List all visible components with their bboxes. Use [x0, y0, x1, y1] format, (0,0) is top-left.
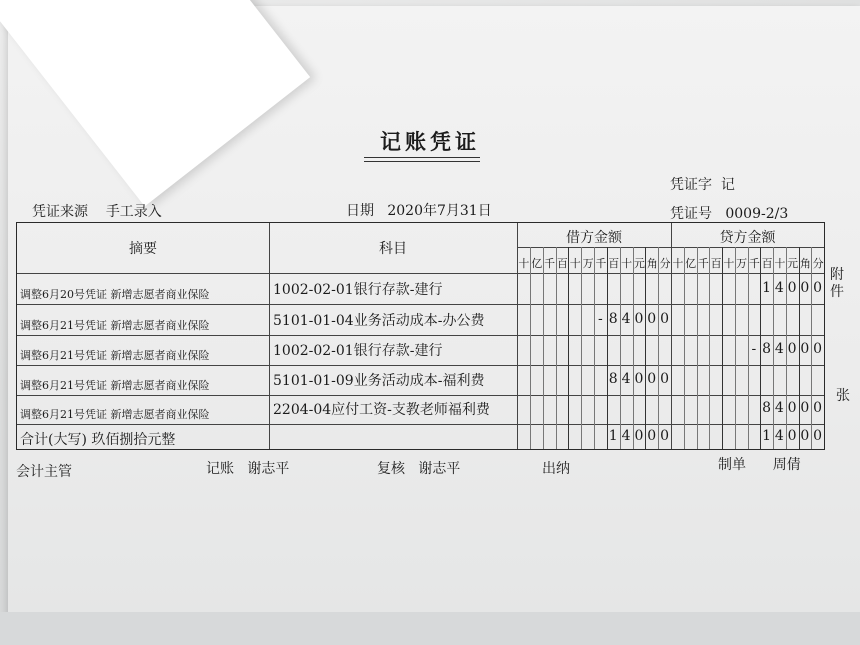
row-subject: 2204-04应付工资-支教老师福利费: [273, 402, 490, 418]
reviewer-name: 谢志平: [418, 461, 461, 477]
credit-amount-digit: 0: [813, 280, 823, 296]
credit-amount-digit: 4: [774, 280, 784, 296]
bookkeeper-name: 谢志平: [247, 461, 290, 477]
row-subject: 5101-01-09业务活动成本-福利费: [273, 373, 485, 389]
voucher-word: [670, 174, 735, 194]
voucher-source: [32, 201, 162, 221]
credit-digit-divider: [684, 247, 685, 449]
row-divider: [17, 424, 824, 425]
debit-digit-divider: [658, 247, 659, 449]
total-debit-digit: 1: [608, 428, 618, 444]
debit-amount-digit: 4: [621, 311, 631, 327]
row-summary: 调整6月21号凭证 新增志愿者商业保险: [20, 319, 210, 332]
voucher-date: [346, 200, 492, 220]
credit-amount-digit: 0: [813, 341, 823, 357]
total-credit-digit: 0: [800, 428, 810, 444]
credit-amount-digit: 0: [787, 280, 797, 296]
credit-amount-digit: 8: [762, 400, 772, 416]
credit-digit-header: 亿: [685, 257, 697, 270]
credit-digit-header: 十: [672, 257, 684, 270]
voucher-number: [670, 203, 788, 223]
row-summary: 调整6月20号凭证 新增志愿者商业保险: [20, 288, 210, 301]
header-credit: 贷方金额: [719, 230, 776, 246]
debit-digit-divider: [581, 247, 582, 449]
date-value: 2020年7月31日: [387, 203, 492, 219]
credit-amount-digit: 4: [774, 400, 784, 416]
credit-digit-divider: [735, 247, 736, 449]
debit-digit-divider: [594, 247, 595, 449]
debit-digit-header: 角: [646, 257, 658, 270]
header-subject: 科目: [379, 241, 407, 257]
credit-amount-digit: 1: [762, 280, 772, 296]
total-debit-digit: 0: [634, 428, 644, 444]
total-credit-digit: 0: [787, 428, 797, 444]
debit-digit-divider: [645, 247, 646, 449]
chief-accountant: 会计主管: [16, 464, 72, 480]
credit-amount-digit: 0: [800, 280, 810, 296]
row-subject: 1002-02-01银行存款-建行: [273, 282, 443, 298]
row-summary: 调整6月21号凭证 新增志愿者商业保险: [20, 408, 210, 421]
total-credit-digit: 0: [813, 428, 823, 444]
voucher-word-value: 记: [720, 177, 735, 193]
credit-digit-header: 十: [774, 257, 786, 270]
total-credit-digit: 1: [762, 428, 772, 444]
debit-digit-header: 十: [621, 257, 633, 270]
debit-digit-header: 分: [659, 257, 671, 270]
voucher-word-label: 凭证字: [670, 177, 712, 193]
debit-amount-digit: 0: [647, 311, 657, 327]
row-summary: 调整6月21号凭证 新增志愿者商业保险: [20, 349, 210, 362]
debit-amount-digit: 0: [634, 371, 644, 387]
credit-digit-header: 千: [697, 257, 709, 270]
row-divider: [17, 335, 824, 336]
debit-digit-header: 百: [608, 257, 620, 270]
debit-digit-divider: [607, 247, 608, 449]
credit-amount-digit: 0: [787, 400, 797, 416]
title-underline: [364, 157, 480, 158]
credit-amount-digit: 0: [800, 400, 810, 416]
credit-digit-header: 万: [736, 257, 748, 270]
debit-amount-digit: 8: [608, 371, 618, 387]
number-value: 0009-2/3: [725, 206, 789, 222]
date-label: 日期: [346, 203, 374, 219]
sheet-edge: [0, 612, 860, 645]
credit-amount-digit: 0: [787, 341, 797, 357]
reviewer: [377, 458, 460, 478]
attachment-count-label: 张: [836, 388, 850, 404]
credit-digit-header: 千: [748, 257, 760, 270]
debit-digit-header: 千: [595, 257, 607, 270]
debit-amount-digit: 0: [660, 311, 670, 327]
attachment-label-1: 附: [830, 267, 844, 283]
row-divider: [17, 304, 824, 305]
debit-digit-divider: [633, 247, 634, 449]
credit-amount-digit: 0: [800, 341, 810, 357]
title-underline-double: [364, 161, 480, 162]
total-debit-digit: 4: [621, 428, 631, 444]
total-credit-digit: 4: [774, 428, 784, 444]
debit-amount-digit: 0: [634, 311, 644, 327]
debit-digit-header: 亿: [531, 257, 543, 270]
credit-digit-divider: [709, 247, 710, 449]
debit-digit-divider: [620, 247, 621, 449]
debit-digit-header: 千: [544, 257, 556, 270]
debit-amount-digit: 8: [608, 311, 618, 327]
total-label: 合计(大写) 玖佰捌拾元整: [20, 432, 176, 448]
credit-amount-digit: 4: [774, 341, 784, 357]
reviewer-label: 复核: [377, 461, 405, 477]
credit-digit-header: 百: [761, 257, 773, 270]
voucher-title: 记账凭证: [380, 129, 480, 154]
credit-digit-header: 十: [723, 257, 735, 270]
voucher-table: [16, 222, 825, 450]
debit-digit-header: 百: [556, 257, 568, 270]
credit-digit-divider: [697, 247, 698, 449]
debit-digit-header: 十: [569, 257, 581, 270]
preparer-name: 周倩: [772, 457, 801, 473]
debit-amount-digit: 0: [647, 371, 657, 387]
debit-digit-header: 万: [582, 257, 594, 270]
debit-digit-header: 十: [518, 257, 530, 270]
header-bottom: [17, 273, 824, 274]
credit-amount-digit: 8: [762, 341, 772, 357]
row-divider: [17, 365, 824, 366]
debit-digit-divider: [530, 247, 531, 449]
debit-digit-divider: [556, 247, 557, 449]
total-debit-digit: 0: [660, 428, 670, 444]
preparer: [718, 454, 801, 474]
credit-amount-digit: 0: [813, 400, 823, 416]
row-summary: 调整6月21号凭证 新增志愿者商业保险: [20, 379, 210, 392]
header-debit: 借方金额: [566, 230, 622, 246]
debit-amount-digit: 0: [660, 371, 670, 387]
source-value: 手工录入: [105, 204, 162, 220]
debit-amount-digit: 4: [621, 371, 631, 387]
credit-digit-header: 百: [710, 257, 722, 270]
credit-digit-header: 分: [812, 257, 824, 270]
debit-digit-header: 元: [633, 257, 645, 270]
debit-digit-divider: [568, 247, 569, 449]
credit-digit-divider: [722, 247, 723, 449]
debit-digit-divider: [543, 247, 544, 449]
cashier: 出纳: [542, 461, 570, 477]
header-divider: [517, 247, 824, 248]
row-subject: 1002-02-01银行存款-建行: [273, 343, 443, 359]
number-label: 凭证号: [670, 206, 712, 222]
bookkeeper: [206, 458, 289, 478]
source-label: 凭证来源: [32, 204, 88, 220]
bookkeeper-label: 记账: [206, 461, 234, 477]
total-debit-digit: 0: [647, 428, 657, 444]
row-divider: [17, 395, 824, 396]
credit-amount-digit: -: [751, 341, 757, 357]
credit-digit-header: 元: [787, 257, 799, 270]
debit-amount-digit: -: [598, 311, 603, 327]
header-summary: 摘要: [129, 241, 157, 257]
credit-digit-header: 角: [799, 257, 811, 270]
preparer-label: 制单: [718, 457, 746, 473]
attachment-label-2: 件: [830, 284, 844, 300]
row-subject: 5101-01-04业务活动成本-办公费: [273, 313, 485, 329]
